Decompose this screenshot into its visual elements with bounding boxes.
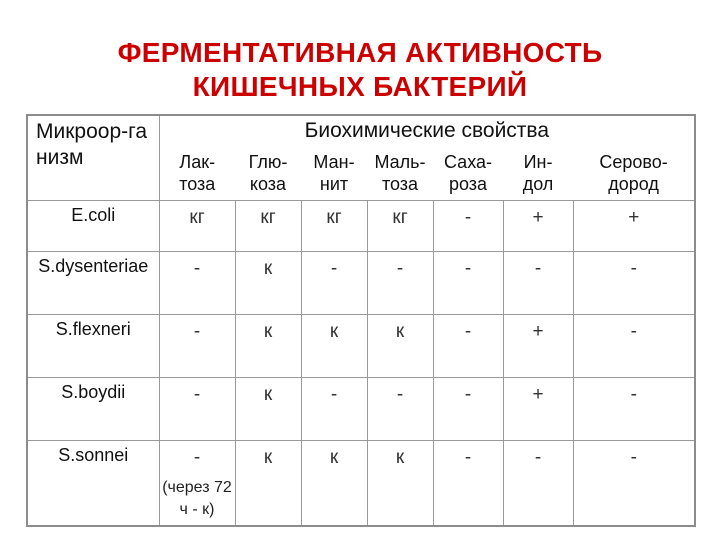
table-cell: [301, 441, 367, 527]
column-header-line: нит: [319, 174, 349, 194]
table-cell: [301, 315, 367, 378]
biochemical-properties-header: Биохимические свойства: [159, 115, 695, 146]
table-cell: [573, 252, 695, 315]
cell-value: к: [329, 321, 339, 342]
table-cell: [235, 441, 301, 527]
table-cell: [235, 378, 301, 441]
organism-name: S.sonnei: [27, 441, 159, 527]
column-header: [503, 146, 573, 201]
cell-value: -: [193, 447, 201, 468]
table-cell: [367, 252, 433, 315]
title-line-1: ФЕРМЕНТАТИВНАЯ АКТИВНОСТЬ: [117, 37, 603, 68]
table-cell: [433, 441, 503, 527]
organism-header-label: Микроор-ганизм: [36, 120, 147, 169]
table-row: [27, 315, 695, 378]
column-header-line: Ин-: [523, 152, 553, 172]
column-header: [235, 146, 301, 201]
cell-value: к: [329, 447, 339, 468]
table-cell: [235, 252, 301, 315]
column-header-line: коза: [249, 174, 287, 194]
cell-value: кг: [189, 207, 205, 228]
cell-value: -: [534, 258, 542, 279]
column-header-line: тоза: [381, 174, 419, 194]
table-cell: [301, 201, 367, 252]
cell-value: -: [464, 384, 472, 405]
table-cell: [159, 441, 235, 527]
table-cell: [503, 315, 573, 378]
table-cell: [503, 201, 573, 252]
cell-value: +: [532, 207, 544, 228]
enzyme-activity-table: [26, 114, 696, 527]
table-cell: [367, 378, 433, 441]
organism-name: E.coli: [27, 201, 159, 252]
cell-value: -: [630, 447, 637, 468]
cell-value: -: [464, 447, 472, 468]
table-cell: [367, 315, 433, 378]
cell-value: +: [628, 207, 640, 228]
table-cell: [159, 252, 235, 315]
cell-value: -: [630, 321, 637, 342]
table-row: [27, 252, 695, 315]
table-row: [27, 378, 695, 441]
column-header-line: роза: [448, 174, 488, 194]
page-title: [0, 36, 720, 104]
column-header: [433, 146, 503, 201]
table-body: [27, 201, 695, 527]
table-cell: [573, 201, 695, 252]
cell-value: к: [263, 384, 273, 405]
cell-value: к: [263, 321, 273, 342]
column-header-line: тоза: [179, 174, 216, 194]
cell-value: кг: [260, 207, 276, 228]
cell-value: -: [193, 321, 201, 342]
table-cell: [433, 378, 503, 441]
cell-value: кг: [392, 207, 408, 228]
table-row: [27, 201, 695, 252]
table-cell: [159, 378, 235, 441]
column-header-line: Глю-: [248, 152, 288, 172]
column-header-line: Ман-: [313, 152, 355, 172]
cell-note: (через 72 ч - к): [162, 479, 232, 518]
cell-value: -: [630, 384, 637, 405]
table-cell: [503, 252, 573, 315]
cell-value: -: [464, 207, 472, 228]
table-cell: [573, 378, 695, 441]
cell-value: +: [532, 384, 544, 405]
column-header-line: Серово-: [599, 152, 668, 172]
table-cell: [159, 201, 235, 252]
table-cell: [301, 378, 367, 441]
column-header: [573, 146, 695, 201]
column-header-line: Лак-: [179, 152, 216, 172]
cell-value: -: [396, 384, 404, 405]
table-cell: [235, 201, 301, 252]
table-cell: [503, 441, 573, 527]
table-cell: [433, 315, 503, 378]
cell-value: -: [534, 447, 542, 468]
table-cell: [301, 252, 367, 315]
cell-value: к: [395, 321, 405, 342]
organism-name: S.boydii: [27, 378, 159, 441]
table-cell: [433, 201, 503, 252]
cell-value: -: [464, 321, 472, 342]
organism-name: S.flexneri: [27, 315, 159, 378]
cell-value: -: [193, 258, 201, 279]
cell-value: -: [464, 258, 472, 279]
column-header-line: Маль-: [374, 152, 426, 172]
column-header: [159, 146, 235, 201]
table-cell: [367, 201, 433, 252]
table-cell: [159, 315, 235, 378]
table-cell: [573, 441, 695, 527]
table-cell: [433, 252, 503, 315]
cell-value: -: [193, 384, 201, 405]
cell-value: кг: [326, 207, 342, 228]
column-header: [301, 146, 367, 201]
cell-value: к: [263, 258, 273, 279]
table-cell: [367, 441, 433, 527]
table-cell: [573, 315, 695, 378]
cell-value: к: [395, 447, 405, 468]
column-header-line: Саха-: [443, 152, 492, 172]
table-row: [27, 441, 695, 527]
table-cell: [503, 378, 573, 441]
cell-value: +: [532, 321, 544, 342]
cell-value: к: [263, 447, 273, 468]
title-line-2: КИШЕЧНЫХ БАКТЕРИЙ: [192, 71, 528, 102]
cell-value: -: [396, 258, 404, 279]
column-header-line: дород: [608, 174, 659, 194]
organism-name: S.dysenteriae: [27, 252, 159, 315]
cell-value: -: [330, 384, 338, 405]
table-cell: [235, 315, 301, 378]
cell-value: -: [630, 258, 637, 279]
organism-column-header: [27, 115, 159, 201]
column-header: [367, 146, 433, 201]
column-header-line: дол: [522, 174, 554, 194]
cell-value: -: [330, 258, 338, 279]
